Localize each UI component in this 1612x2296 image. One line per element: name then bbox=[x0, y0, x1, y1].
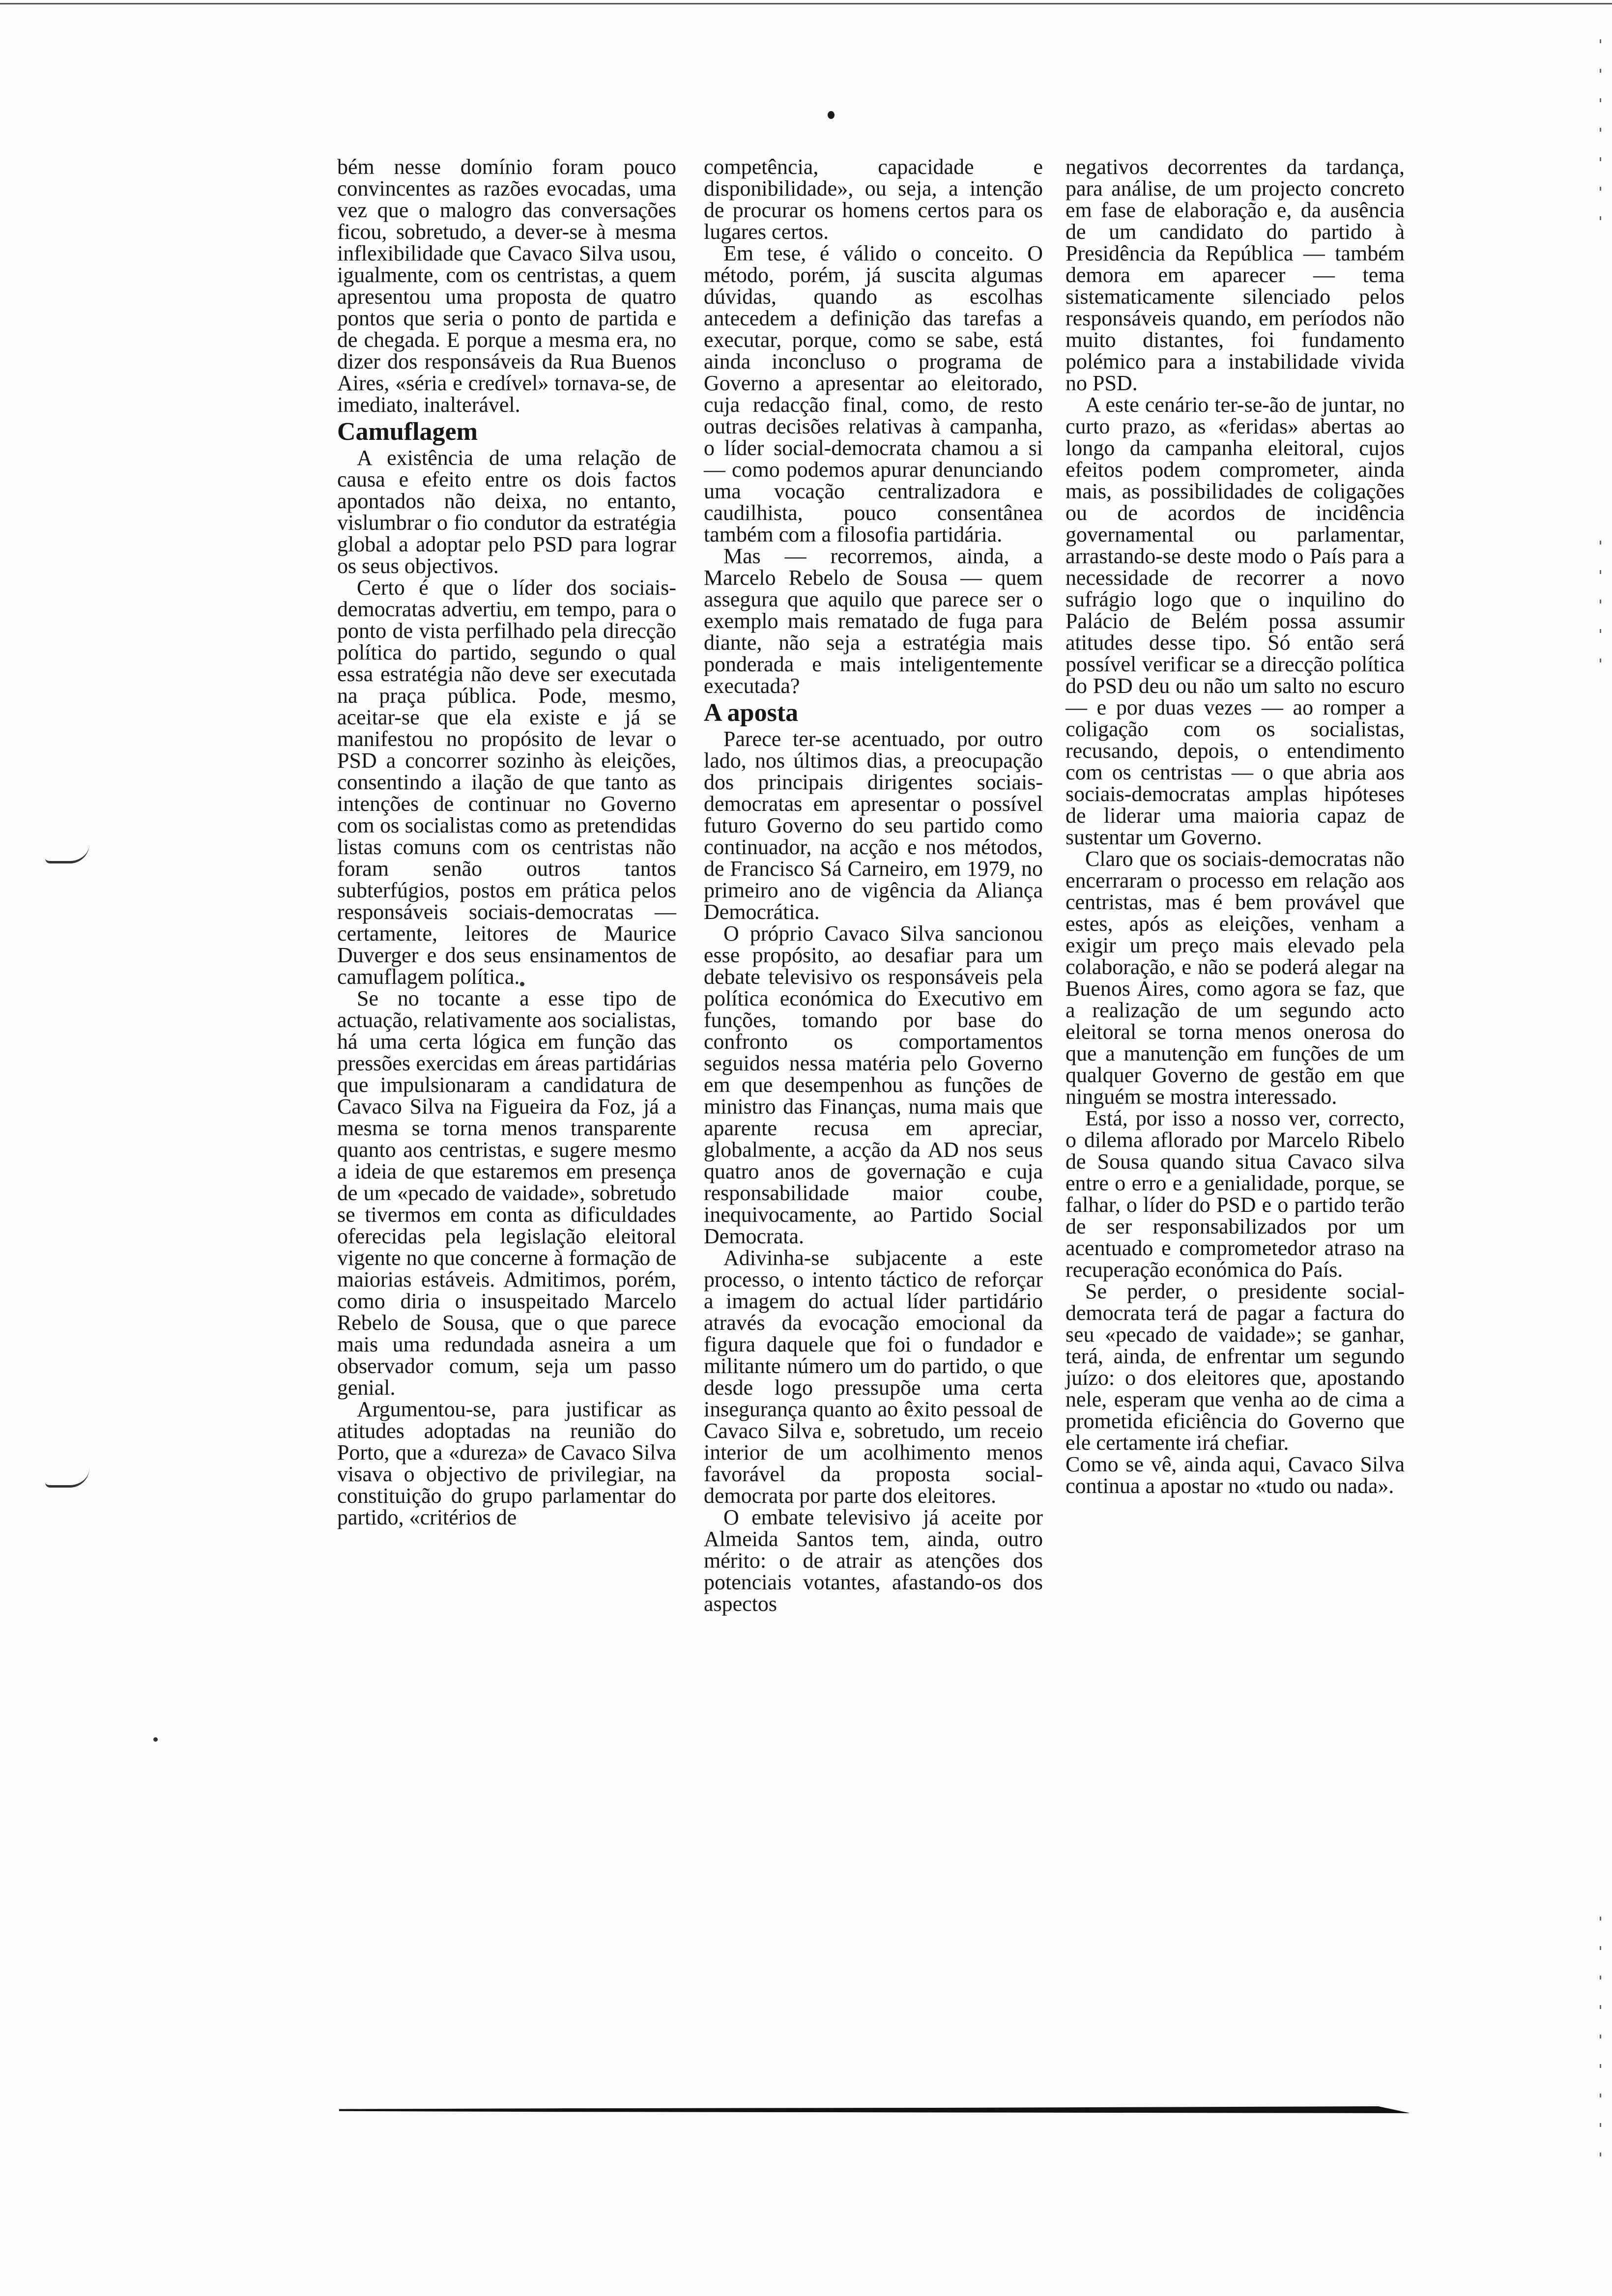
scan-margin-mark bbox=[45, 1465, 89, 1488]
paragraph: Mas — recorremos, ainda, a Marcelo Rebelo de Sousa — quem assegura que aquilo que parece ser o exemplo mais rematado de fuga para diante, não seja a estratégia mais ponderada e mais inteligentemente executada? bbox=[704, 544, 1043, 698]
article-column-1 bbox=[337, 156, 676, 1528]
scan-edge-artifact bbox=[1600, 541, 1601, 688]
paragraph: Adivinha-se subjacente a este processo, o intento táctico de reforçar a imagem do actual líder partidário através da evocação emocional da figura daquele que foi o fundador e militante número um do partido, o que desde logo pressupõe uma certa insegurança quanto ao êxito pessoal de Cavaco Silva e, sobretudo, um receio interior de um acolhimento menos favorável da proposta social-democrata por parte dos eleitores. bbox=[704, 1246, 1043, 1508]
paragraph: Se no tocante a esse tipo de actuação, relativamente aos socialistas, há uma certa lógica em função das pressões exercidas em áreas partidárias que impulsionaram a candidatura de Cavaco Silva na Figueira da Foz, já a mesma se torna menos transparente quanto aos centristas, e sugere mesmo a ideia de que estaremos em presença de um «pecado de vaidade», sobretudo se tivermos em conta as dificuldades oferecidas pela legislação eleitoral vigente no que concerne à formação de maiorias estáveis. Admitimos, porém, como diria o insuspeitado Marcelo Rebelo de Sousa, que o que parece mais uma redundada asneira a um observador comum, seja um passo genial. bbox=[337, 986, 676, 1400]
paragraph: Como se vê, ainda aqui, Cavaco Silva continua a apostar no «tudo ou nada». bbox=[1065, 1452, 1405, 1498]
article-column-2 bbox=[704, 156, 1043, 1615]
paragraph: negativos decorrentes da tardança, para análise, de um projecto concreto em fase de elaboração e, da ausência de um candidato do partido à Presidência da República — também demora em aparecer — tema sistematicamente silenciado pelos responsáveis quando, em períodos não muito distantes, foi fundamento polémico para a instabilidade vivida no PSD. bbox=[1065, 155, 1405, 395]
paragraph: bém nesse domínio foram pouco convincentes as razões evocadas, uma vez que o malogro das conversações ficou, sobretudo, a dever-se à mesma inflexibilidade que Cavaco Silva usou, igualmente, com os centristas, a quem apresentou uma proposta de quatro pontos que seria o ponto de partida e de chegada. E porque a mesma era, no dizer dos responsáveis da Rua Buenos Aires, «séria e credível» tornava-se, de imediato, inalterável. bbox=[337, 155, 676, 417]
paragraph: Claro que os sociais-democratas não encerraram o processo em relação aos centristas, mas é bem provável que estes, após as eleições, venham a exigir um preço mais elevado pela colaboração, e não se poderá alegar na Buenos Aires, como agora se faz, que a realização de um segundo acto eleitoral se torna menos onerosa do que a manutenção em funções de um qualquer Governo de gestão em que ninguém se mostra interessado. bbox=[1065, 847, 1405, 1109]
subheading-a-aposta: A aposta bbox=[704, 699, 799, 727]
paragraph: Se perder, o presidente social-democrata terá de pagar a factura do seu «pecado de vaidade»; se ganhar, terá, ainda, de enfrentar um segundo juízo: o dos eleitores que, apostando nele, esperam que venha ao de cima a prometida eficiência do Governo que ele certamente irá chefiar. bbox=[1065, 1279, 1405, 1455]
paragraph: O próprio Cavaco Silva sancionou esse propósito, ao desafiar para um debate televisivo os responsáveis pela política económica do Executivo em funções, tomando por base do confronto os comportamentos seguidos nessa matéria pelo Governo em que desempenhou as funções de ministro das Finanças, numa mais que aparente recusa em apreciar, globalmente, a acção da AD nos seus quatro anos de governação e cuja responsabilidade maior coube, inequivocamente, ao Partido Social Democrata. bbox=[704, 921, 1043, 1248]
scan-top-border bbox=[0, 3, 1612, 4]
paragraph: Certo é que o líder dos sociais-democratas advertiu, em tempo, para o ponto de vista perfilhado pela direcção política do partido, segundo o qual essa estratégia não deve ser executada na praça pública. Pode, mesmo, aceitar-se que ela existe e já se manifestou no propósito de levar o PSD a concorrer sozinho às eleições, consentindo a ilação de que tanto as intenções de continuar no Governo com os socialistas como as pretendidas listas comuns com os centristas não foram senão outros tantos subterfúgios, postos em prática pelos responsáveis sociais-democratas — certamente, leitores de Maurice Duverger e dos seus ensinamentos de camuflagem política. bbox=[337, 575, 676, 989]
scan-edge-artifact bbox=[1600, 39, 1601, 246]
paragraph: A existência de uma relação de causa e efeito entre os dois factos apontados não deixa, no entanto, vislumbrar o fio condutor da estratégia global a adoptar pelo PSD para lograr os seus objectivos. bbox=[337, 446, 676, 578]
subheading-camuflagem: Camuflagem bbox=[337, 418, 478, 446]
scan-dot-mark bbox=[828, 111, 835, 119]
paragraph: A este cenário ter-se-ão de juntar, no curto prazo, as «feridas» abertas ao longo da campanha eleitoral, cujos efeitos podem comprometer, ainda mais, as possibilidades de coligações ou de acordos de incidência governamental ou parlamentar, arrastando-se deste modo o País para a necessidade de recorrer a novo sufrágio logo que o inquilino do Palácio de Belém possa assumir atitudes desse tipo. Só então será possível verificar se a direcção política do PSD deu ou não um salto no escuro — e por duas vezes — ao romper a coligação com os socialistas, recusando, depois, o entendimento com os centristas — o que abria aos sociais-democratas amplas hipóteses de liderar uma maioria capaz de sustentar um Governo. bbox=[1065, 393, 1405, 849]
paragraph: Argumentou-se, para justificar as atitudes adoptadas na reunião do Porto, que a «dureza» de Cavaco Silva visava o objectivo de privilegiar, na constituição do grupo parlamentar do partido, «critérios de bbox=[337, 1397, 676, 1529]
paragraph: Parece ter-se acentuado, por outro lado, nos últimos dias, a preocupação dos principais dirigentes sociais-democratas em apresentar o possível futuro Governo do seu partido como continuador, na acção e nos métodos, de Francisco Sá Carneiro, em 1979, no primeiro ano de vigência da Aliança Democrática. bbox=[704, 727, 1043, 924]
paragraph: Está, por isso a nosso ver, correcto, o dilema aflorado por Marcelo Ribelo de Sousa quando situa Cavaco silva entre o erro e a genialidade, porque, se falhar, o líder do PSD e o partido terão de ser responsabilizados por um acentuado e comprometedor atraso na recuperação económica do País. bbox=[1065, 1106, 1405, 1282]
scan-margin-mark bbox=[45, 841, 89, 863]
paragraph: O embate televisivo já aceite por Almeida Santos tem, ainda, outro mérito: o de atrair as atenções dos potenciais votantes, afastando-os dos aspectos bbox=[704, 1505, 1043, 1616]
scan-speck bbox=[153, 1737, 158, 1742]
paragraph: competência, capacidade e disponibilidade», ou seja, a intenção de procurar os homens certos para os lugares certos. bbox=[704, 155, 1043, 244]
article-end-rule bbox=[339, 2106, 1410, 2113]
article-column-3 bbox=[1065, 156, 1405, 1497]
paragraph: Em tese, é válido o conceito. O método, porém, já suscita algumas dúvidas, quando as escolhas antecedem a definição das tarefas a executar, porque, como se sabe, está ainda inconcluso o programa de Governo a apresentar ao eleitorado, cuja redacção final, como, de resto outras decisões relativas à campanha, o líder social-democrata chamou a si — como podemos apurar denunciando uma vocação centralizadora e caudilhista, pouco consentânea também com a filosofia partidária. bbox=[704, 241, 1043, 546]
scan-edge-artifact bbox=[1600, 1917, 1601, 2162]
